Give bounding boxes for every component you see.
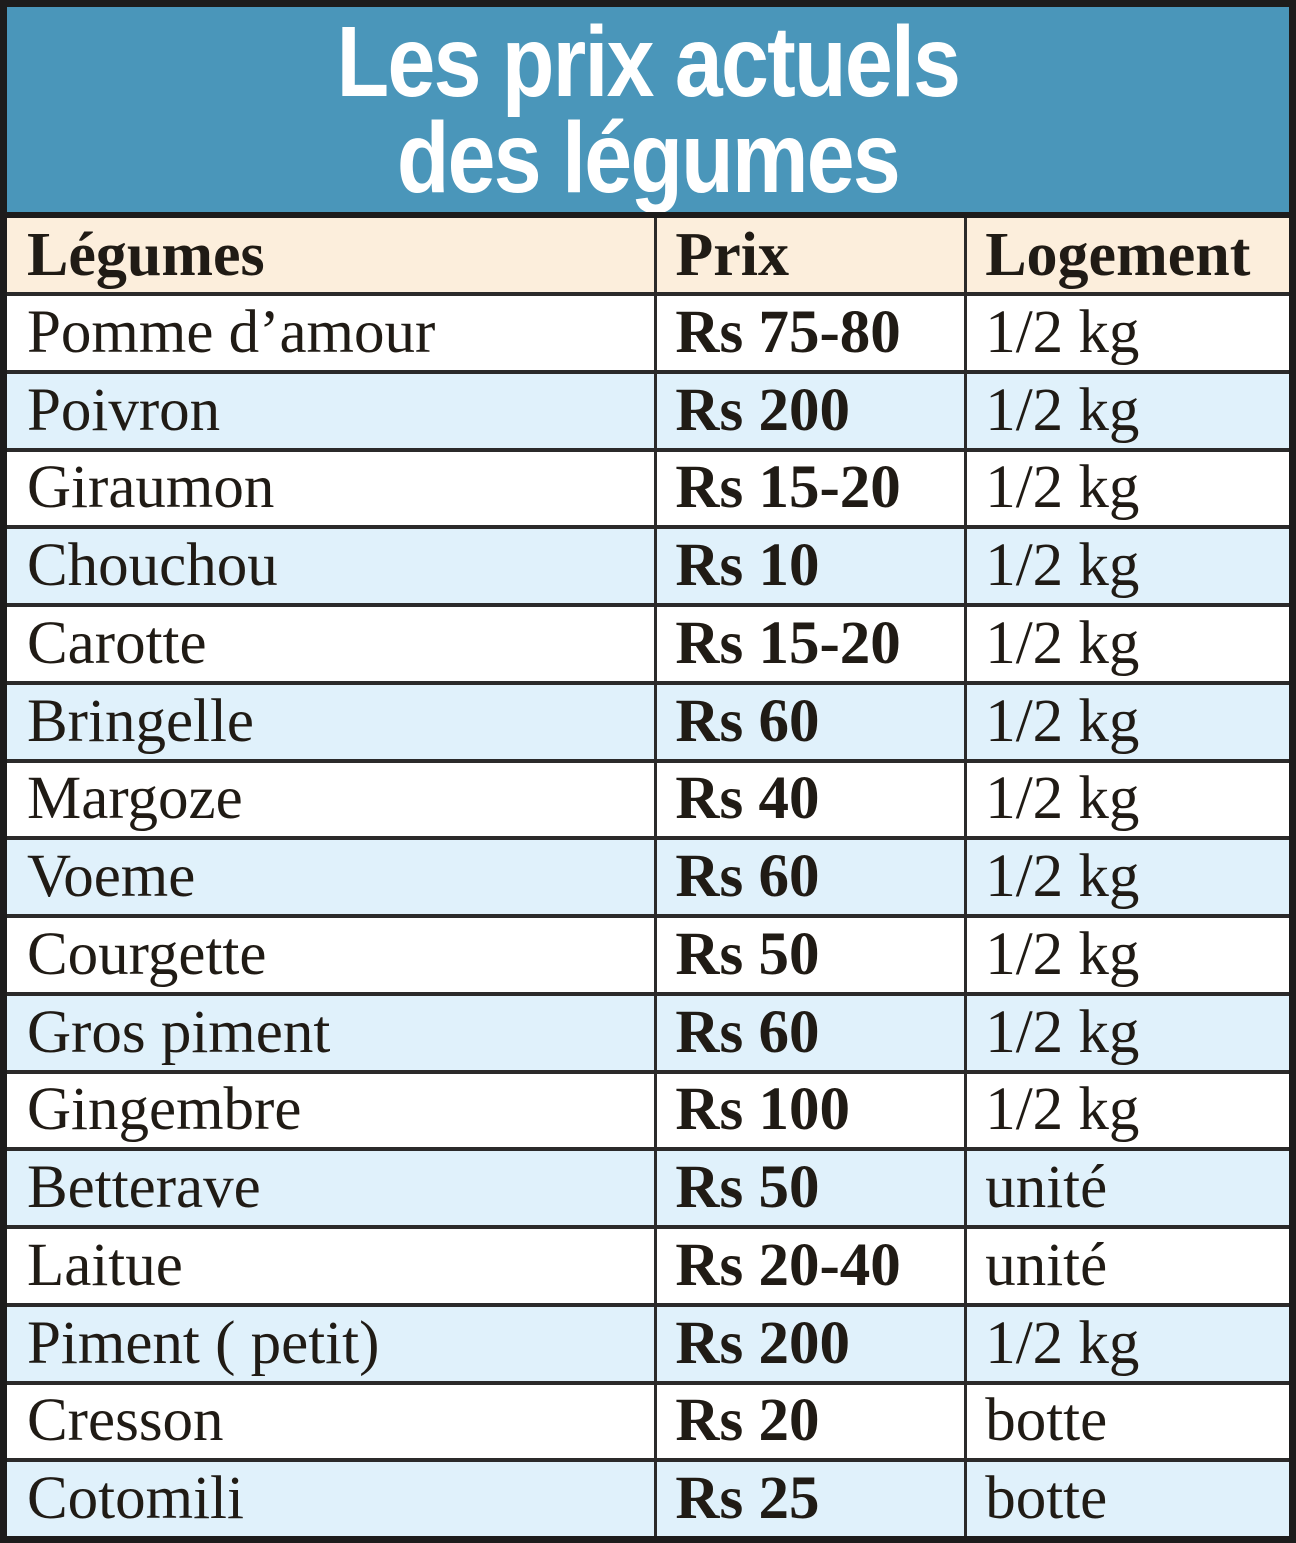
legume-cell: Voeme	[27, 843, 196, 911]
table-row	[7, 914, 1289, 992]
unit-cell: botte	[985, 1465, 1108, 1533]
table-row	[7, 992, 1289, 1070]
table-row	[7, 370, 1289, 448]
unit-cell: 1/2 kg	[985, 843, 1140, 911]
table-row	[7, 759, 1289, 837]
legume-cell: Bringelle	[27, 687, 254, 755]
column-header-prix: Prix	[654, 218, 967, 292]
price-cell: Rs 25	[654, 1462, 967, 1536]
legume-cell: Margoze	[27, 765, 243, 833]
price-cell: Rs 20	[654, 1385, 967, 1459]
unit-cell: 1/2 kg	[985, 687, 1140, 755]
unit-cell: 1/2 kg	[985, 454, 1140, 522]
legume-cell: Gros piment	[27, 998, 331, 1066]
legume-cell: Cresson	[27, 1387, 224, 1455]
table-row	[7, 292, 1289, 370]
legume-cell: Piment ( petit)	[27, 1309, 380, 1377]
table-row	[7, 1147, 1289, 1225]
legume-cell: Laitue	[27, 1231, 183, 1299]
price-cell: Rs 20-40	[654, 1229, 967, 1303]
legume-cell: Chouchou	[27, 532, 278, 600]
price-cell: Rs 15-20	[654, 452, 967, 526]
price-cell: Rs 100	[654, 1074, 967, 1148]
table-row	[7, 681, 1289, 759]
unit-cell: 1/2 kg	[985, 765, 1140, 833]
unit-cell: botte	[985, 1387, 1108, 1455]
unit-cell: 1/2 kg	[985, 998, 1140, 1066]
table-row	[7, 1303, 1289, 1381]
legume-cell: Betterave	[27, 1154, 261, 1222]
title-panel	[7, 7, 1289, 218]
column-header-logement: Logement	[985, 220, 1251, 289]
table-row	[7, 525, 1289, 603]
unit-cell: 1/2 kg	[985, 532, 1140, 600]
table-header-row	[7, 218, 1289, 292]
unit-cell: 1/2 kg	[985, 1076, 1140, 1144]
price-cell: Rs 200	[654, 1307, 967, 1381]
price-cell: Rs 40	[654, 763, 967, 837]
legume-cell: Cotomili	[27, 1465, 244, 1533]
price-cell: Rs 200	[654, 374, 967, 448]
price-cell: Rs 50	[654, 918, 967, 992]
table-row	[7, 1458, 1289, 1536]
unit-cell: unité	[985, 1231, 1108, 1299]
price-cell: Rs 15-20	[654, 607, 967, 681]
poster-title-line1: Les prix actuels	[336, 7, 960, 118]
table-row	[7, 448, 1289, 526]
price-cell: Rs 75-80	[654, 296, 967, 370]
table-row	[7, 1225, 1289, 1303]
price-cell: Rs 10	[654, 529, 967, 603]
table-row	[7, 1070, 1289, 1148]
price-table	[7, 218, 1289, 1536]
unit-cell: unité	[985, 1154, 1108, 1222]
price-cell: Rs 60	[654, 685, 967, 759]
table-row	[7, 603, 1289, 681]
legume-cell: Poivron	[27, 376, 221, 444]
unit-cell: 1/2 kg	[985, 920, 1140, 988]
legume-cell: Gingembre	[27, 1076, 302, 1144]
unit-cell: 1/2 kg	[985, 376, 1140, 444]
legume-cell: Carotte	[27, 609, 207, 677]
legume-cell: Courgette	[27, 920, 267, 988]
unit-cell: 1/2 kg	[985, 609, 1140, 677]
unit-cell: 1/2 kg	[985, 298, 1140, 366]
unit-cell: 1/2 kg	[985, 1309, 1140, 1377]
table-row	[7, 836, 1289, 914]
price-cell: Rs 60	[654, 996, 967, 1070]
legume-cell: Pomme d’amour	[27, 298, 436, 366]
column-header-legumes: Légumes	[27, 220, 265, 289]
price-cell: Rs 50	[654, 1151, 967, 1225]
poster-title-line2: des légumes	[396, 101, 900, 214]
table-row	[7, 1381, 1289, 1459]
price-cell: Rs 60	[654, 840, 967, 914]
legume-cell: Giraumon	[27, 454, 275, 522]
